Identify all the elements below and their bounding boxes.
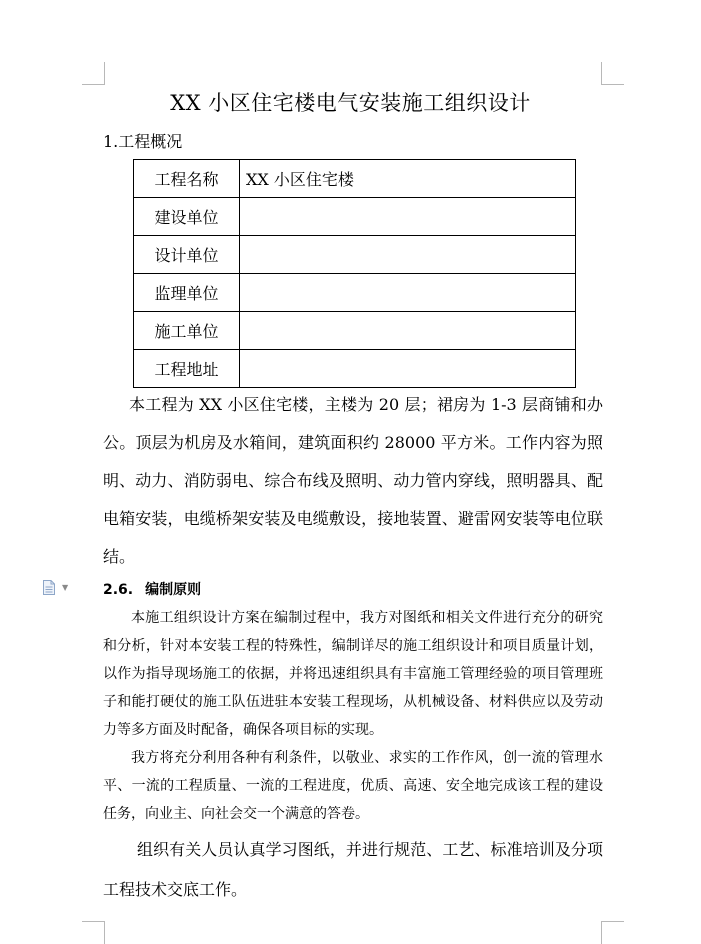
section-title: 编制原则 [145,582,202,598]
principle-paragraph-1[interactable]: 本施工组织设计方案在编制过程中，我方对图纸和相关文件进行充分的研究和分析，针对本安装工程的特殊性，编制详尽的施工组织设计和项目质量计划，以作为指导现场施工的依据，并将迅速组织具有丰富施工管理经验的项目管理班子和能打硬仗的施工队伍进驻本安装工程现场，从机械设备、材料供应以及劳动力等多方面及时配备，确保各项目标的实现。 [103,610,603,738]
table-cell-label: 施工单位 [134,312,240,350]
caret-down-icon[interactable]: ▼ [62,583,69,592]
table-cell-label: 设计单位 [134,236,240,274]
section-number: 2.6. [103,582,134,598]
table-cell-value[interactable] [240,312,576,350]
table-cell-value[interactable] [240,198,576,236]
table-cell-label: 工程名称 [134,160,240,198]
crop-mark-top-left [82,62,105,85]
table-row [134,274,576,312]
table-cell-value[interactable] [240,274,576,312]
crop-mark-bottom-right [601,921,624,944]
document-icon[interactable] [42,580,56,599]
crop-mark-top-right [601,62,624,85]
document-title: XX 小区住宅楼电气安装施工组织设计 [170,91,531,115]
overview-paragraph[interactable]: 本工程为 XX 小区住宅楼，主楼为 20 层；裙房为 1-3 层商铺和办公。顶层为机房及水箱间，建筑面积约 28000 平方米。工作内容为照明、动力、消防弱电、综合布线及照明、动力管内穿线，照明器具、配电箱安装，电缆桥架安装及电缆敷设，接地装置、避雷网安装等电位联结。 [103,395,603,566]
section-heading-overview: 1.工程概况 [103,132,183,151]
table-row [134,312,576,350]
table-row [134,198,576,236]
table-row [134,350,576,388]
closing-paragraph[interactable]: 组织有关人员认真学习图纸，并进行规范、工艺、标准培训及分项工程技术交底工作。 [103,840,603,899]
principle-paragraph-2[interactable]: 我方将充分利用各种有利条件，以敬业、求实的工作作风，创一流的管理水平、一流的工程质量、一流的工程进度，优质、高速、安全地完成该工程的建设任务，向业主、向社会交一个满意的答卷。 [103,750,603,822]
table-cell-value[interactable] [240,350,576,388]
table-cell-label: 监理单位 [134,274,240,312]
table-row [134,160,576,198]
table-cell-label: 工程地址 [134,350,240,388]
project-info-table [133,159,576,388]
table-cell-value[interactable]: XX 小区住宅楼 [240,160,576,198]
section-heading-principles [103,579,201,599]
table-cell-label: 建设单位 [134,198,240,236]
table-row [134,236,576,274]
table-cell-value[interactable] [240,236,576,274]
crop-mark-bottom-left [82,921,105,944]
